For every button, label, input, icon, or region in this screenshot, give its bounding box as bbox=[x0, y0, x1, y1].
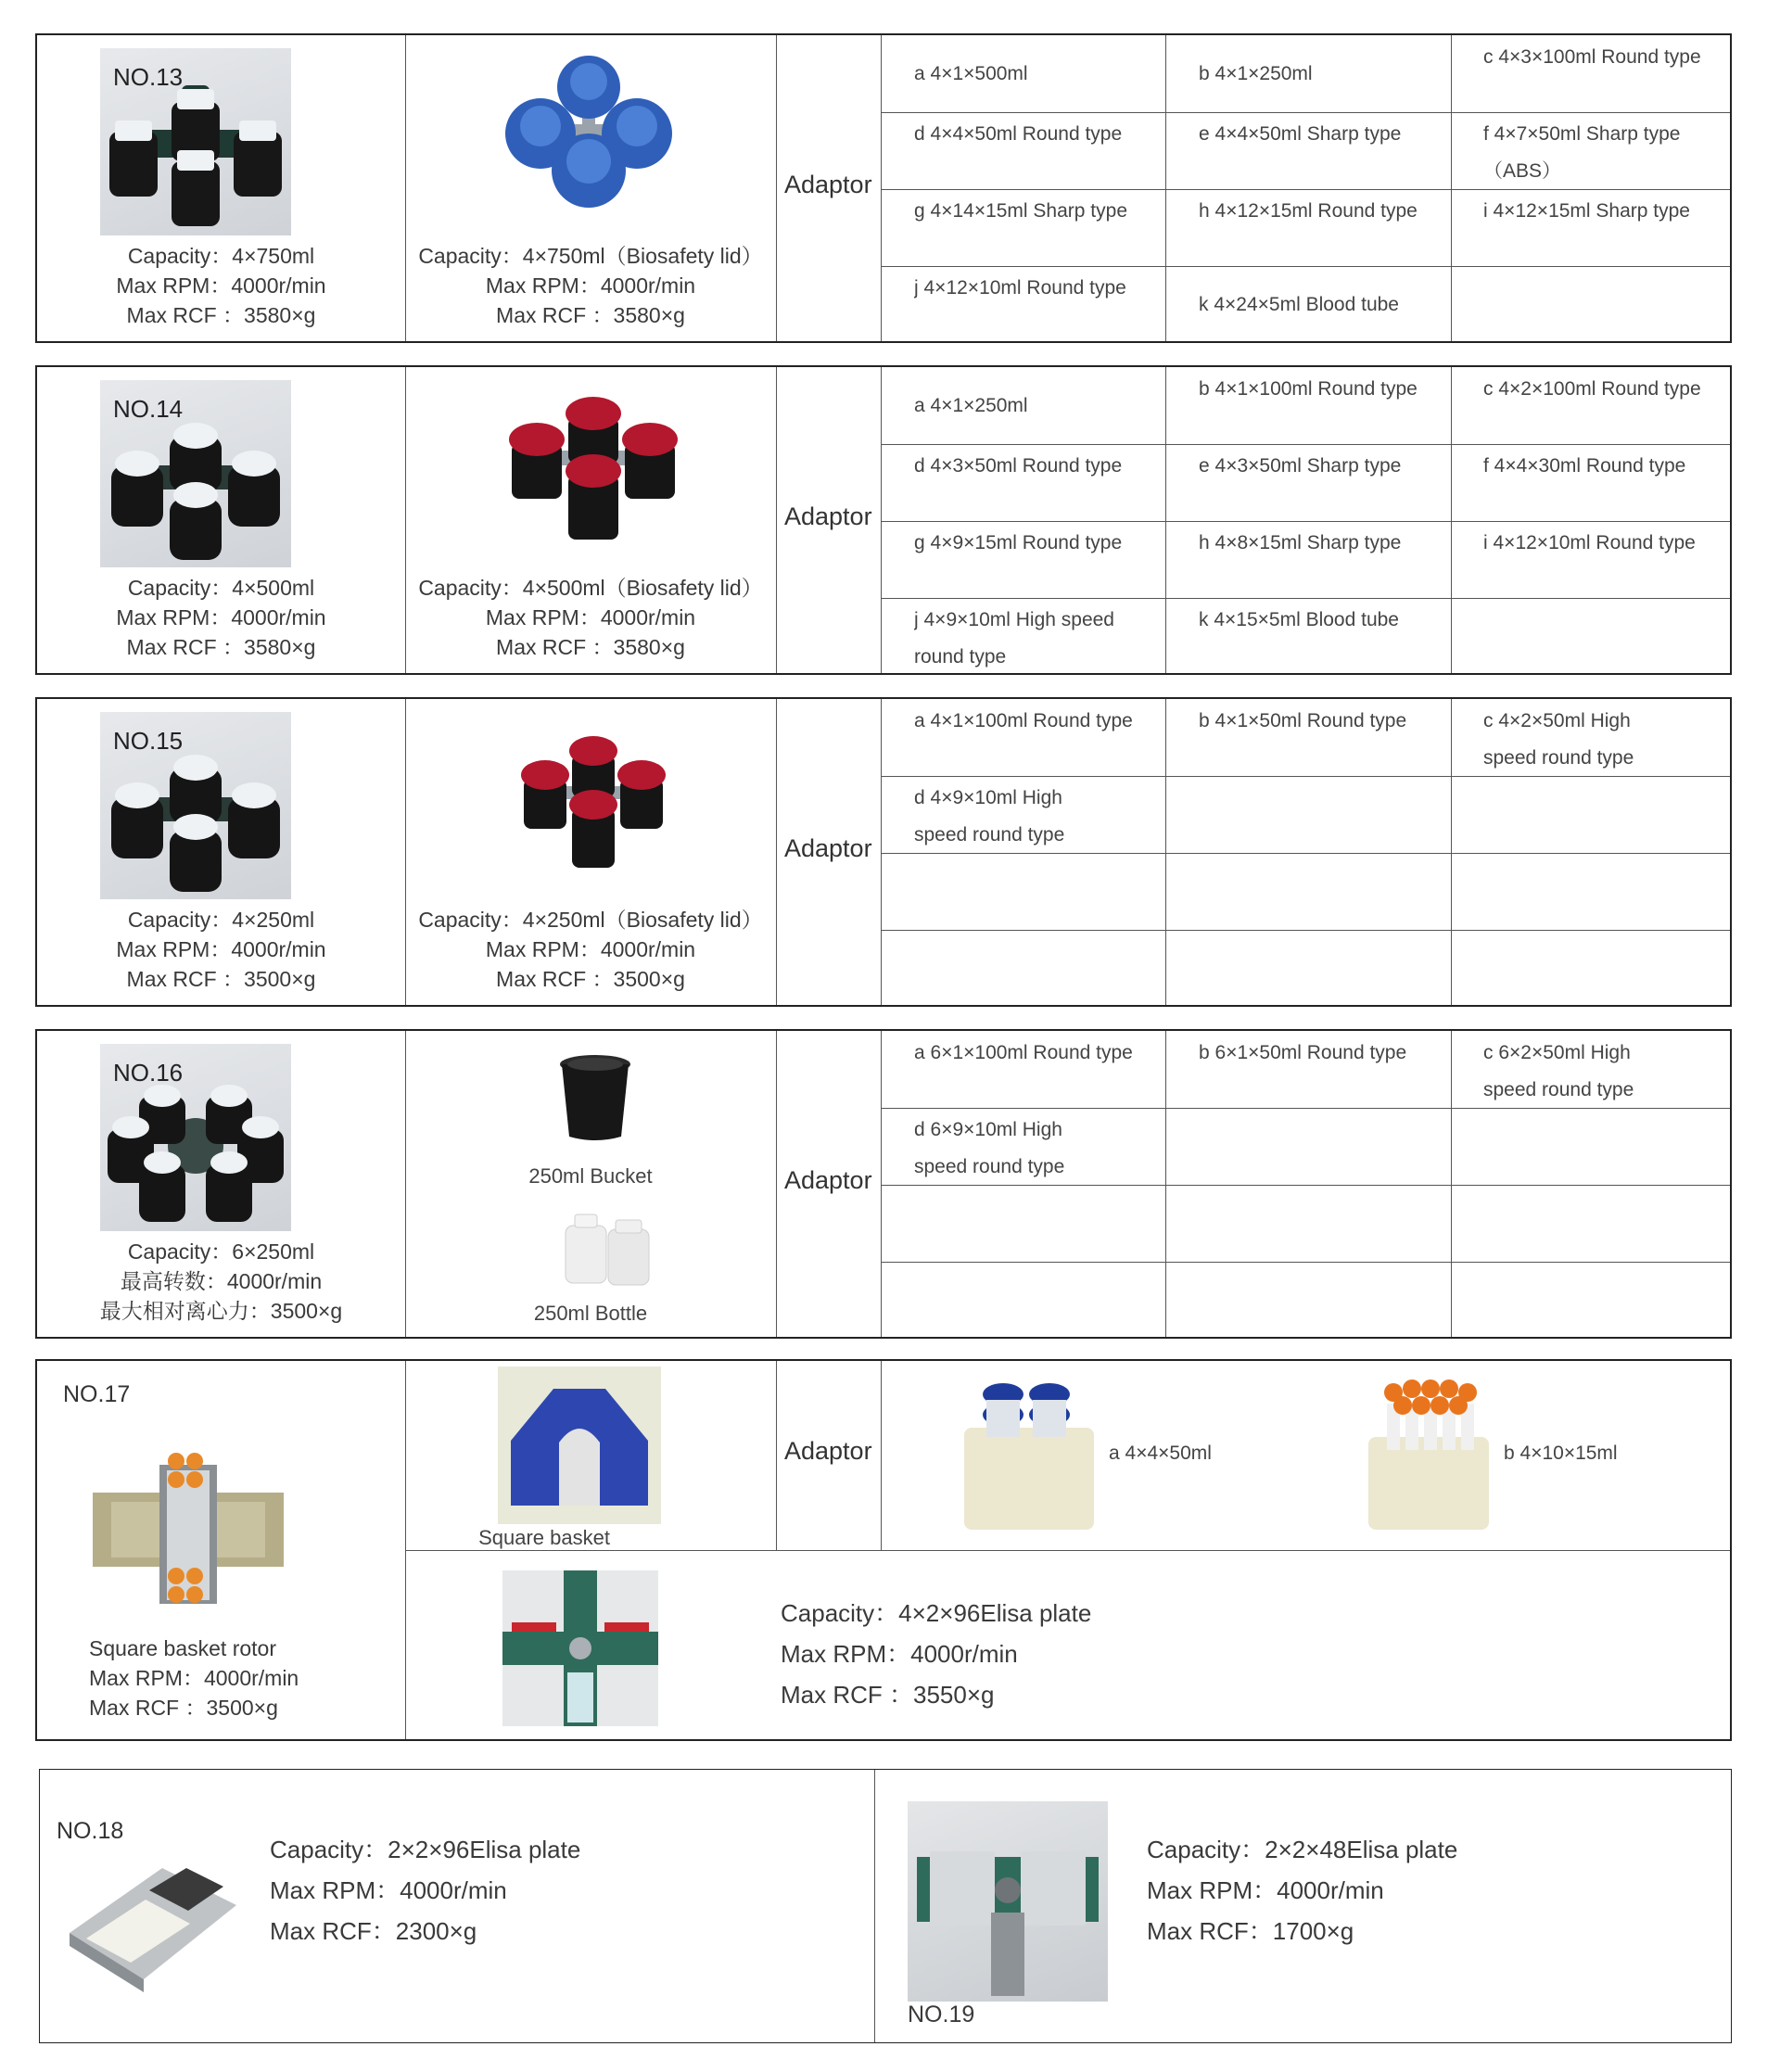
square-basket-caption: Square basket bbox=[478, 1526, 610, 1549]
divider bbox=[881, 1262, 1730, 1263]
max-rcf-text: 最大相对离心力：3500×g bbox=[99, 1299, 343, 1323]
max-rcf-text: Max RCF ：3580×g bbox=[126, 303, 316, 327]
divider bbox=[881, 1361, 882, 1550]
max-rcf-text: Max RCF ：3550×g bbox=[781, 1681, 995, 1709]
max-rcf-text: Max RCF ：3580×g bbox=[496, 635, 685, 659]
bottle-caption: 250ml Bottle bbox=[533, 1302, 648, 1325]
rotor-spec bbox=[37, 241, 405, 330]
max-rpm-text: Max RPM：4000r/min bbox=[485, 937, 696, 961]
divider bbox=[776, 35, 777, 341]
adaptor-label: Adaptor bbox=[784, 171, 872, 198]
rotor-number-label: NO.17 bbox=[63, 1381, 131, 1407]
rotor-block-no13 bbox=[35, 33, 1732, 343]
rotor-photo bbox=[100, 380, 291, 567]
rotor-photo bbox=[100, 48, 291, 235]
rotor-number-label: NO.19 bbox=[908, 2002, 975, 2028]
adaptor-cell: b 4×1×250ml bbox=[1199, 62, 1313, 84]
rotor-number-label: NO.16 bbox=[113, 1059, 184, 1087]
divider bbox=[1165, 699, 1166, 1005]
no19-photo bbox=[908, 1801, 1108, 2028]
adaptor-cell: a 6×1×100ml Round type bbox=[914, 1042, 1133, 1063]
divider bbox=[1451, 367, 1452, 673]
max-rpm-text: Max RPM：4000r/min bbox=[485, 605, 696, 629]
rotor-spec bbox=[37, 1633, 386, 1722]
no18-photo bbox=[60, 1850, 242, 1996]
adaptor-cell: e 4×4×50ml Sharp type bbox=[1199, 123, 1402, 145]
divider bbox=[405, 1550, 1730, 1551]
rotor-spec bbox=[37, 1237, 405, 1326]
adaptor-cell: d 4×4×50ml Round type bbox=[914, 123, 1123, 145]
capacity-text: Capacity：2×2×48Elisa plate bbox=[1147, 1836, 1458, 1863]
no18-spec bbox=[270, 1829, 580, 1951]
rotor-photo bbox=[100, 1044, 291, 1231]
adaptor-cell: h 4×12×15ml Round type bbox=[1199, 200, 1418, 222]
square-rotor-photo bbox=[93, 1437, 284, 1619]
no19-spec bbox=[1147, 1829, 1457, 1951]
divider bbox=[874, 1770, 875, 2042]
adaptor-cell: a 4×1×100ml Round type bbox=[914, 710, 1133, 731]
adaptor-cell: j 4×12×10ml Round type bbox=[914, 277, 1126, 299]
plate-rotor-photo bbox=[502, 1570, 658, 1726]
capacity-text: Capacity：4×250ml bbox=[127, 908, 315, 932]
capacity-text: Capacity：4×250ml（Biosafety lid） bbox=[418, 908, 763, 932]
rotor-number-label: NO.13 bbox=[113, 63, 184, 91]
adaptor-cell: e 4×3×50ml Sharp type bbox=[1199, 455, 1402, 477]
rotor-block-no15 bbox=[35, 697, 1732, 1007]
adaptor-cell: c 6×2×50ml High speed round type bbox=[1483, 1042, 1634, 1100]
adaptor-cell: i 4×12×15ml Sharp type bbox=[1483, 200, 1690, 222]
biosafety-bucket-icon bbox=[496, 52, 681, 210]
adaptor-cell: h 4×8×15ml Sharp type bbox=[1199, 532, 1402, 553]
max-rpm-text: Max RPM：4000r/min bbox=[116, 605, 326, 629]
square-basket-icon bbox=[498, 1367, 661, 1524]
square-basket-photo bbox=[498, 1367, 661, 1524]
capacity-text: Capacity：2×2×96Elisa plate bbox=[270, 1836, 581, 1863]
bucket-photo bbox=[558, 1053, 632, 1142]
divider bbox=[1451, 699, 1452, 1005]
plate-carrier-icon bbox=[60, 1850, 242, 1996]
divider bbox=[776, 367, 777, 673]
adaptor-label: Adaptor bbox=[784, 1166, 872, 1194]
adaptor-cell: b 4×1×50ml Round type bbox=[1199, 710, 1407, 731]
max-rcf-text: Max RCF：2300×g bbox=[270, 1917, 477, 1945]
divider bbox=[1165, 35, 1166, 341]
max-rcf-text: Max RCF ：3500×g bbox=[126, 967, 316, 991]
adaptor-label: Adaptor bbox=[784, 834, 872, 862]
biosafety-photo bbox=[501, 393, 686, 541]
divider bbox=[881, 930, 1730, 931]
biosafety-photo bbox=[496, 52, 681, 210]
plate-spec bbox=[781, 1593, 1091, 1715]
rotor-block-no17 bbox=[35, 1359, 1732, 1741]
square-basket-rotor-icon bbox=[93, 1437, 284, 1619]
adaptor-cell: a 4×1×250ml bbox=[914, 394, 1028, 416]
max-rpm-text: Max RPM：4000r/min bbox=[1147, 1876, 1384, 1904]
divider bbox=[881, 853, 1730, 854]
max-rpm-text: Max RPM：4000r/min bbox=[89, 1666, 299, 1690]
plate-rotor-icon bbox=[502, 1570, 658, 1726]
adaptor-cell: k 4×15×5ml Blood tube bbox=[1199, 609, 1399, 630]
adaptor-cell: b 6×1×50ml Round type bbox=[1199, 1042, 1407, 1063]
adaptor-cell: g 4×9×15ml Round type bbox=[914, 532, 1123, 553]
divider bbox=[881, 1185, 1730, 1186]
capacity-text: Capacity：4×750ml bbox=[127, 244, 315, 268]
adaptor-cell: c 4×2×100ml Round type bbox=[1483, 378, 1701, 400]
max-rpm-text: Max RPM：4000r/min bbox=[485, 273, 696, 298]
adaptor-cell: f 4×4×30ml Round type bbox=[1483, 455, 1686, 477]
bottle-photo bbox=[558, 1209, 660, 1289]
adaptor-cell: d 4×9×10ml High speed round type bbox=[914, 787, 1065, 845]
divider bbox=[776, 1031, 777, 1337]
adaptor-cell: c 4×2×50ml High speed round type bbox=[1483, 710, 1634, 769]
biosafety-spec bbox=[405, 241, 776, 330]
adaptor-label: Adaptor bbox=[784, 502, 872, 530]
capacity-text: Capacity：4×750ml（Biosafety lid） bbox=[418, 244, 763, 268]
capacity-text: Capacity：4×500ml bbox=[127, 576, 315, 600]
adaptor-cell: a 4×1×500ml bbox=[914, 62, 1028, 84]
rotor-spec bbox=[37, 573, 405, 662]
rotor-photo bbox=[100, 712, 291, 899]
biosafety-spec bbox=[405, 905, 776, 994]
max-rcf-text: Max RCF ：3580×g bbox=[126, 635, 316, 659]
bottle-icon bbox=[558, 1209, 660, 1289]
max-rpm-text: 最高转数：4000r/min bbox=[120, 1269, 323, 1293]
max-rcf-text: Max RCF ：3500×g bbox=[496, 967, 685, 991]
adaptor-a-photo bbox=[955, 1370, 1103, 1537]
max-rpm-text: Max RPM：4000r/min bbox=[116, 937, 326, 961]
divider bbox=[1165, 1031, 1166, 1337]
divider bbox=[776, 1361, 777, 1550]
divider bbox=[881, 699, 882, 1005]
max-rpm-text: Max RPM：4000r/min bbox=[116, 273, 326, 298]
rotor-block-no16 bbox=[35, 1029, 1732, 1339]
max-rcf-text: Max RCF：1700×g bbox=[1147, 1917, 1354, 1945]
max-rcf-text: Max RCF ：3580×g bbox=[496, 303, 685, 327]
max-rpm-text: Max RPM：4000r/min bbox=[781, 1640, 1018, 1668]
plate-rotor-icon bbox=[908, 1801, 1108, 2002]
bucket-caption: 250ml Bucket bbox=[528, 1164, 653, 1188]
max-rcf-text: Max RCF ：3500×g bbox=[89, 1696, 278, 1720]
biosafety-bucket-icon bbox=[515, 732, 672, 871]
biosafety-bucket-icon bbox=[501, 393, 686, 541]
divider bbox=[881, 367, 882, 673]
adaptor-cell: d 4×3×50ml Round type bbox=[914, 455, 1123, 477]
adaptor-50ml-icon bbox=[955, 1370, 1103, 1537]
divider bbox=[881, 35, 882, 341]
divider bbox=[1451, 35, 1452, 341]
capacity-text: Capacity：6×250ml bbox=[127, 1239, 315, 1264]
rotor-spec bbox=[37, 905, 405, 994]
divider bbox=[776, 699, 777, 1005]
adaptor-cell: k 4×24×5ml Blood tube bbox=[1199, 293, 1399, 315]
rotor-name-text: Square basket rotor bbox=[89, 1636, 277, 1660]
adaptor-cell: i 4×12×10ml Round type bbox=[1483, 532, 1696, 553]
capacity-text: Capacity：4×2×96Elisa plate bbox=[781, 1599, 1092, 1627]
adaptor-15ml-icon bbox=[1359, 1370, 1498, 1537]
biosafety-spec bbox=[405, 573, 776, 662]
adaptor-cell: a 4×4×50ml bbox=[1109, 1443, 1212, 1464]
adaptor-label: Adaptor bbox=[784, 1437, 872, 1465]
capacity-text: Capacity：4×500ml（Biosafety lid） bbox=[418, 576, 763, 600]
rotor-block-no14 bbox=[35, 365, 1732, 675]
bucket-icon bbox=[558, 1053, 632, 1142]
adaptor-cell: b 4×10×15ml bbox=[1504, 1443, 1618, 1464]
adaptor-cell: f 4×7×50ml Sharp type（ABS） bbox=[1483, 123, 1681, 182]
adaptor-cell: g 4×14×15ml Sharp type bbox=[914, 200, 1127, 222]
biosafety-photo bbox=[515, 732, 672, 871]
adaptor-cell: d 6×9×10ml High speed round type bbox=[914, 1119, 1065, 1177]
adaptor-cell: c 4×3×100ml Round type bbox=[1483, 46, 1701, 68]
adaptor-cell: j 4×9×10ml High speed round type bbox=[914, 609, 1114, 667]
divider bbox=[1165, 367, 1166, 673]
rotor-block-no18-no19 bbox=[39, 1769, 1732, 2043]
divider bbox=[1451, 1031, 1452, 1337]
adaptor-b-photo bbox=[1359, 1370, 1498, 1537]
rotor-number-label: NO.15 bbox=[113, 727, 184, 755]
max-rpm-text: Max RPM：4000r/min bbox=[270, 1876, 507, 1904]
rotor-number-label: NO.14 bbox=[113, 395, 184, 423]
rotor-number-label: NO.18 bbox=[57, 1818, 124, 1844]
divider bbox=[881, 1031, 882, 1337]
adaptor-cell: b 4×1×100ml Round type bbox=[1199, 378, 1418, 400]
